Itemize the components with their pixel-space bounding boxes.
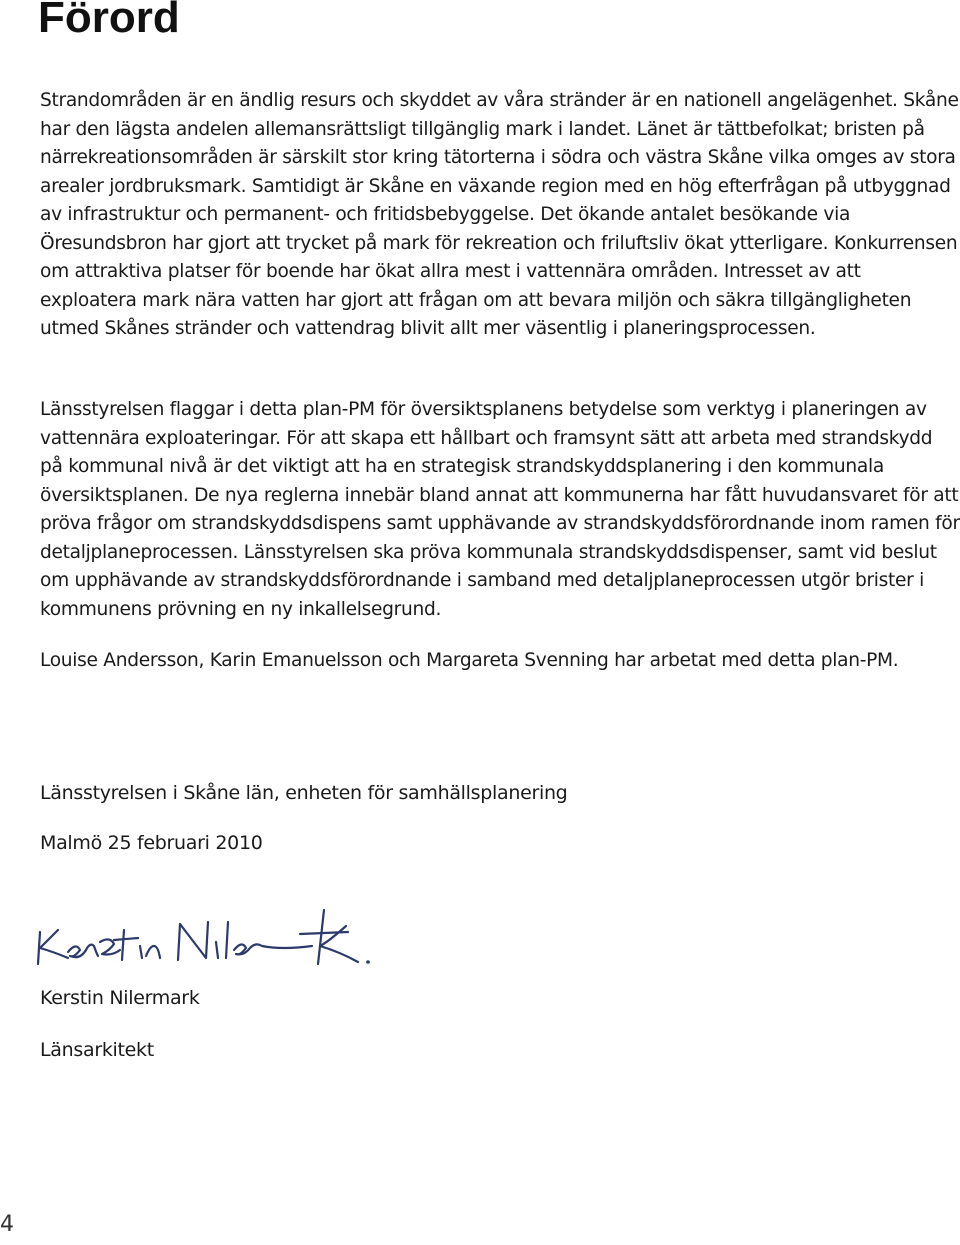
body-paragraph-3: Louise Andersson, Karin Emanuelsson och Margareta Svenning har arbetat med detta plan-PM. <box>40 650 899 671</box>
date-line: Malmö 25 februari 2010 <box>40 832 263 854</box>
organization-line: Länsstyrelsen i Skåne län, enheten för samhällsplanering <box>40 782 568 804</box>
page-title: Förord <box>38 0 180 42</box>
handwritten-signature <box>28 902 378 974</box>
page-number: 4 <box>0 1212 14 1237</box>
signer-title: Länsarkitekt <box>40 1039 154 1061</box>
body-paragraph-1: Strandområden är en ändlig resurs och skyddet av våra stränder är en nationell angelägenhet. Skåne har den lägsta andelen allemansrättsligt tillgänglig mark i landet. Länet är tättbefolkat; bristen på närrekreationsområden är särskilt stor kring tätorterna i södra och västra Skåne vilka omges av stora arealer jordbruksmark. Samtidigt är Skåne en växande region med en hög efterfrågan på utbyggnad av infrastruktur och permanent- och fritidsbebyggelse. Det ökande antalet besökande via Öresundsbron har gjort att trycket på mark för rekreation och friluftsliv ökat ytterligare. Konkurrensen om attraktiva platser för boende har ökat allra mest i vattennära områden. Intresset av att exploatera mark nära vatten har gjort att frågan om att bevara miljön och säkra tillgängligheten utmed Skånes stränder och vattendrag blivit allt mer väsentlig i planeringsprocessen. <box>40 90 959 339</box>
signer-name: Kerstin Nilermark <box>40 987 200 1009</box>
body-paragraph-2: Länsstyrelsen flaggar i detta plan-PM för översiktsplanens betydelse som verktyg i planeringen av vattennära exploateringar. För att skapa ett hållbart och framsynt sätt att arbeta med strandskydd på kommunal nivå är det viktigt att ha en strategisk strandskyddsplanering i den kommunala översiktsplanen. De nya reglerna innebär bland annat att kommunerna har fått huvudansvaret för att pröva frågor om strandskyddsdispens samt upphävande av strandskyddsförordnande inom ramen för detaljplaneprocessen. Länsstyrelsen ska pröva kommunala strandskyddsdispenser, samt vid beslut om upphävande av strandskyddsförordnande i samband med detaljplaneprocessen utgör brister i kommunens prövning en ny inkallelsegrund. <box>40 399 960 620</box>
